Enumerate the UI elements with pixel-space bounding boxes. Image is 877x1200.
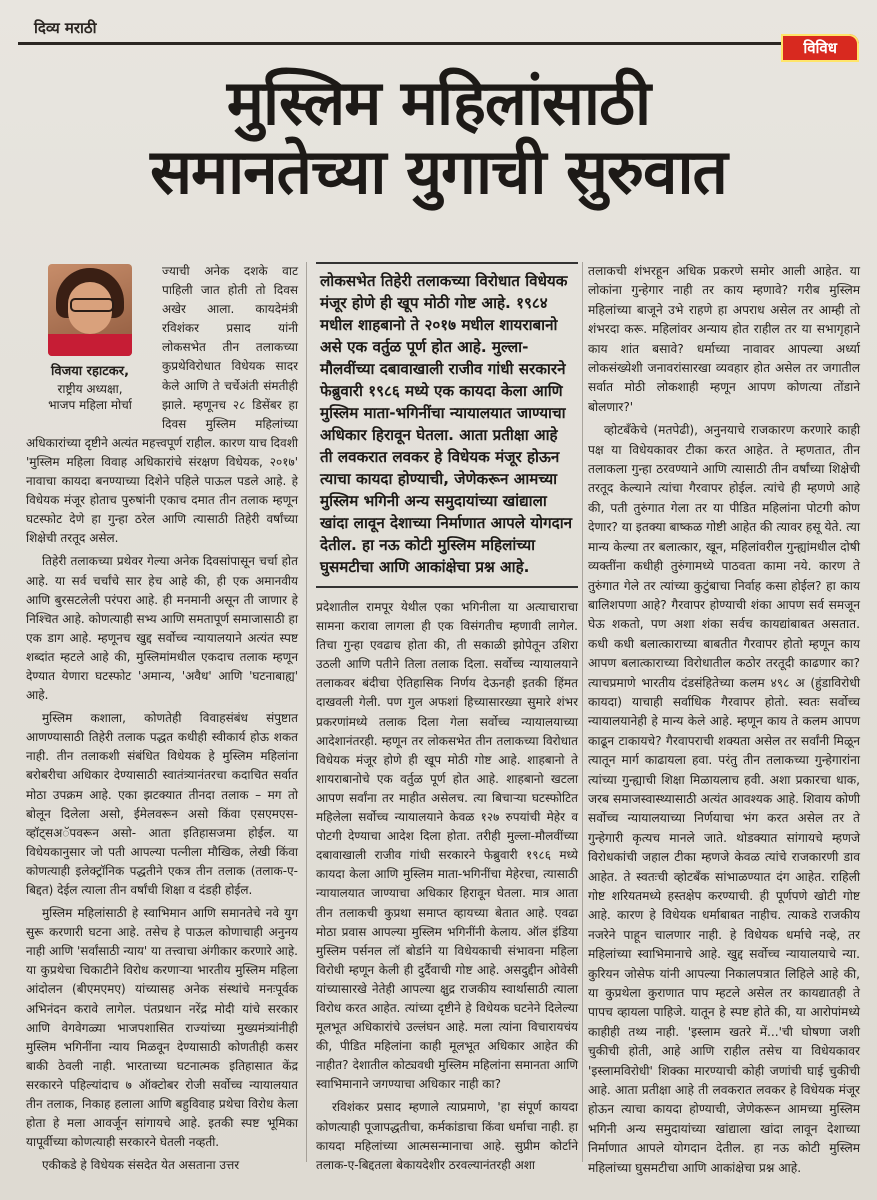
article-paragraph: रविशंकर प्रसाद म्हणाले त्याप्रमाणे, 'हा संपूर्ण कायदा कोणत्याही पूजापद्धतीचा, कर्मकांडाचा किंवा धर्माचा नाही. हा कायदा महिलांच्या आत्मसन्मानाचा आहे. सुप्रीम कोर्टाने तलाक-ए-बिद्दतला बेकायदेशीर ठरवल्यानंतरही अशा [316, 1100, 578, 1172]
article-paragraph: तिहेरी तलाकच्या प्रथेवर गेल्या अनेक दिवसांपासून चर्चा होत आहे. या सर्व चर्चांचे सार हेच आहे की, ही एक अमानवीय आणि बुरसटलेली परंपरा आहे. ही मनमानी असून ती जाणार हे निश्चित आहे. कोणत्याही सभ्य आणि समतापूर्ण समाजासाठी हा एक डाग आहे. म्हणूनच खुद्द सर्वोच्च न्यायालयाने अत्यंत स्पष्ट शब्दांत म्हटले आहे की, मुस्लिमांमधील एकदाच तलाक म्हणून देण्यात येणारा घटस्फोट 'अमान्य, 'अवैध' आणि 'घटनाबाह्य' आहे. [26, 554, 298, 703]
author-role-2: भाजप महिला मोर्चा [48, 398, 132, 413]
article-paragraph: मुस्लिम महिलांसाठी हे स्वाभिमान आणि समानतेचे नवे युग सुरू करणारी घटना आहे. तसेच हे पाऊल कोणाचाही अनुनय नाही आणि 'सर्वांसाठी न्याय' या तत्त्वाचा अंगीकार करणारे आहे. या कुप्रथेचा चिकाटीने विरोध करणाऱ्या भारतीय मुस्लिम महिला आंदोलन (बीएमएमए) यांच्यासह अनेक संस्थांचे मनःपूर्वक अभिनंदन करावे लागेल. पंतप्रधान नरेंद्र मोदी यांचे सरकार आणि वेगवेगळ्या भाजपशासित राज्यांच्या मुख्यमंत्र्यांनीही मुस्लिम भगिनींना न्याय मिळवून देण्यासाठी कोणतीही कसर बाकी ठेवली नाही. भारताच्या घटनात्मक इतिहासात केंद्र सरकारने पहिल्यांदाच ७ ऑक्टोबर रोजी सर्वोच्च न्यायालयात तीन तलाक, निकाह हलाला आणि बहुविवाह प्रथेचा विरोध केला होता हे मला आवर्जून सांगायचे आहे. इतकी स्पष्ट भूमिका यापूर्वीच्या कोणत्याही सरकारने घेतली नव्हती. [26, 906, 298, 1150]
headline-line-2: समानतेच्या युगाची सुरुवात [150, 135, 727, 209]
article-column-1 [26, 262, 298, 1179]
headline [30, 68, 847, 207]
author-byline [26, 264, 154, 413]
column-divider [582, 262, 583, 1162]
newspaper-brand: दिव्य मराठी [34, 19, 97, 37]
author-role-1: राष्ट्रीय अध्यक्षा, [57, 382, 123, 397]
article-column-3 [588, 262, 860, 1182]
headline-line-1: मुस्लिम महिलांसाठी [226, 66, 651, 139]
article-paragraph: व्होटबँकेचे (मतपेढी), अनुनयाचे राजकारण करणारे काही पक्ष या विधेयकावर टीका करत आहेत. ते म्हणतात, तीन तलाकला गुन्हा ठरवण्याने आणि त्यासाठी तीन वर्षांच्या शिक्षेची तरतूद केल्याने त्यांचा गैरवापर होईल. त्यांचे ही म्हणणे आहे की, पती तुरुंगात गेला तर या पीडित महिलांना पोटगी कोण देणार? या इतक्या बाष्कळ गोष्टी आहेत की त्यावर हसू येते. त्या मान्य केल्या तर बलात्कार, खून, महिलांवरील गुन्ह्यांमधील दोषी व्यक्तींना कधीही तुरुंगामध्ये पाठवता कामा नये. कारण ते तुरुंगात गेले तर त्यांच्या कुटुंबाचा निर्वाह कसा होईल? हा काय बालिशपणा आहे? गैरवापर होण्याची शंका आपण सर्व समजून घेऊ शकतो, पण अशा शंका सर्वच कायद्यांबाबत असतात. कधी कधी बलात्काराच्या बाबतीत गैरवापर होतो म्हणून काय आपण बलात्काराच्या विरोधातील कठोर तरतूदी काढणार का? त्याचप्रमाणे भारतीय दंडसंहितेच्या कलम ४९८ अ (हुंडाविरोधी कायदा) याचाही सर्वाधिक गैरवापर होतो. स्वतः सर्वोच्च न्यायालयानेही हे मान्य केले आहे. म्हणून काय ते कलम आपण काढून टाकायचे? गैरवापराची शक्यता असेल तर सर्वांनी मिळून त्यातून मार्ग काढायला हवा. परंतु तीन तलाकच्या गुन्हेगारांना त्यांच्या गुन्ह्याची शिक्षा मिळायलाच हवी. अशा प्रकारचा धाक, जरब समाजस्वास्थ्यासाठी अत्यंत आवश्यक आहे. शिवाय कोणी सर्वोच्च न्यायालयाच्या निर्णयाचा भंग करत असेल तर ते गुन्हेगारी कृत्यच मानले जाते. थोडक्यात सांगायचे म्हणजे विरोधकांची जहाल टीका म्हणजे केवळ त्यांचे राजकारणी डाव आहेत. ते स्वतःची व्होटबँक सांभाळण्यात दंग आहेत. राहिली गोष्ट शरियतमध्ये हस्तक्षेप करण्याची. ही पूर्णपणे खोटी गोष्ट आहे. कारण हे विधेयक धर्माबाबत नाहीच. त्याकडे राजकीय नजरेने पाहून चालणार नाही. हे विधेयक धर्माचे नव्हे, तर महिलांच्या स्वाभिमानाचे आहे. खुद्द सर्वोच्च न्यायालयाचे न्या. कुरियन जोसेफ यांनी आपल्या निकालपत्रात लिहिले आहे की, या कुप्रथेला कुराणात पाप म्हटले असेल तर कायद्यातही ते पापच व्हायला पाहिजे. यातून हे स्पष्ट होते की, या आरोपांमध्ये काहीही तथ्य नाही. 'इस्लाम खतरे में...'ची घोषणा जशी चुकीची होती, आहे आणि राहील तसेच या विधेयकावर 'इस्लामविरोधी' शिक्का मारण्याची कोही जणांची घाई चुकीची आहे. आता प्रतीक्षा आहे ती लवकरात लवकर हे विधेयक मंजूर होऊन त्याचा कायदा होण्याची, जेणेकरून आमच्या मुस्लिम भगिनी अन्य समुदायांच्या खांद्याला खांदा लावून देशाच्या निर्माणात आपले योगदान देतील. हा नऊ कोटी मुस्लिम महिलांच्या घुसमटीचा आणि आकांक्षेचा प्रश्न आहे. [588, 423, 860, 1175]
column-divider [306, 262, 307, 1162]
article-paragraph: प्रदेशातील रामपूर येथील एका भगिनीला या अत्याचाराचा सामना करावा लागला ही एक विसंगतीच म्हणावी लागेल. तिचा गुन्हा एवढाच होता की, ती सकाळी झोपेतून उशिरा उठली आणि पतीने तिला तलाक दिला. सर्वोच्च न्यायालयाने तलाकवर बंदीचा ऐतिहासिक निर्णय देऊनही इतकी हिंमत दाखवली गेली. पण गुल अफशां हिच्यासारख्या सुमारे शंभर प्रकरणांमध्ये तलाक दिला गेला सर्वोच्च न्यायालयाच्या आदेशानंतरही. म्हणून तर लोकसभेत तीन तलाकच्या विरोधात विधेयक मंजूर होणे ही खूप मोठी गोष्ट आहे. शाहबानो ते शायराबानोचे एक वर्तुळ पूर्ण होत आहे. शाहबानो खटला आपण सर्वांना तर माहीत असेलच. त्या बिचाऱ्या घटस्फोटित महिलेला सर्वोच्च न्यायालयाने केवळ १२७ रुपयांची मेहेर व पोटगी देण्याचा आदेश दिला होता. तरीही मुल्ला-मौलवींच्या दबावाखाली राजीव गांधी सरकारने फेब्रुवारी १९८६ मध्ये कायदा केला आणि मुस्लिम माता-भगिनींचा मेहेरचा, त्यासाठी न्यायालयात जाण्याचा अधिकार हिरावून घेतला. मात्र आता तीन तलाकची कुप्रथा समाप्त व्हायच्या बेतात आहे. एवढा मोठा प्रवास आपल्या मुस्लिम भगिनींनी केलाय. ऑल इंडिया मुस्लिम पर्सनल लॉ बोर्डाने या विधेयकाची संभावना महिला विरोधी म्हणून केली ही दुर्दैवाची गोष्ट आहे. असदुद्दीन ओवेसी यांच्यासारखे नेतेही आपल्या क्षुद्र राजकीय स्वार्थासाठी त्याला विरोध करत आहेत. त्यांच्या दृष्टीने हे विधेयक घटनेने दिलेल्या मूलभूत अधिकारांचे उल्लंघन आहे. मला त्यांना विचारायचंय की, पीडित महिलांना काही मूलभूत अधिकार आहेत की नाहीत? देशातील कोट्यवधी मुस्लिम महिलांना समानता आणि स्वाभिमानाने जगण्याचा अधिकार नाही का? [316, 600, 578, 1092]
article-paragraph: मुस्लिम कशाला, कोणतेही विवाहसंबंध संपुष्टात आणण्यासाठी तिहेरी तलाक पद्धत कधीही स्वीकार्य होऊ शकत नाही. तीन तलाकशी संबंधित विधेयक हे मुस्लिम महिलांना बरोबरीचा अधिकार देण्यासाठी स्वातंत्र्यानंतरचा कदाचित सर्वात मोठा उपक्रम आहे. एका झटक्यात तीनदा तलाक – मग तो बोलून दिलेला असो, ईमेलवरून असो किंवा एसएमएस-व्हॉट्सअॅपवरून असो- आता इतिहासजमा होईल. या विधेयकानुसार जो पती आपल्या पत्नीला मौखिक, लेखी किंवा कोणत्याही इलेक्ट्रॉनिक पद्धतीने एकत्र तीन तलाक (तलाक-ए-बिद्दत) देईल त्याला तीन वर्षांची शिक्षा व दंडही होईल. [26, 711, 298, 897]
article-paragraph: एकीकडे हे विधेयक संसदेत येत असताना उत्तर [42, 1158, 240, 1173]
author-photo [48, 264, 132, 356]
masthead [18, 16, 859, 45]
author-name: विजया रहाटकर, [50, 364, 130, 379]
article-column-2 [316, 262, 578, 1179]
article-paragraph: तलाकची शंभरहून अधिक प्रकरणे समोर आली आहेत. या लोकांना गुन्हेगार नाही तर काय म्हणावे? गरीब मुस्लिम महिलांच्या बाजूने उभे राहणे हा अपराध असेल तर आम्ही तो शंभरदा करू. महिलांवर अन्याय होत राहील तर या सभागृहाने काय शांत बसावे? धर्माच्या नावावर आपल्या अर्ध्या लोकसंख्येशी जनावरांसारखा व्यवहार होत असेल तर जगातील सर्वात मोठी लोकशाही म्हणून आपण कोणत्या तोंडाने बोलणार?' [588, 264, 860, 414]
section-tag: विविध [781, 34, 859, 62]
article-paragraph: ज्याची अनेक दशके वाट पाहिली जात होती तो दिवस अखेर आला. कायदेमंत्री रविशंकर प्रसाद यांनी लोकसभेत तीन तलाकच्या कुप्रथेविरोधात विधेयक सादर केले आणि ते चर्चेअंती संमतीही झाले. म्हणूनच २८ डिसेंबर हा दिवस मुस्लिम महिलांच्या अधिकारांच्या दृष्टीने अत्यंत महत्त्वपूर्ण राहील. कारण याच दिवशी 'मुस्लिम महिला विवाह अधिकारांचे संरक्षण विधेयक, २०१७' नावाचा कायदा बनण्याच्या दिशेने पहिले पाऊल पडले आहे. हे विधेयक मंजूर होताच पुरुषांनी एकाच दमात तीन तलाक म्हणून घटस्फोट देणे हा गुन्हा ठरेल आणि त्यासाठी तिहेरी वर्षांच्या शिक्षेची तरतूद असेल. [26, 264, 298, 546]
pull-quote: लोकसभेत तिहेरी तलाकच्या विरोधात विधेयक मंजूर होणे ही खूप मोठी गोष्ट आहे. १९८४ मधील शाहबानो ते २०१७ मधील शायराबानो असे एक वर्तुळ पूर्ण होत आहे. मुल्ला-मौलवींच्या दबावाखाली राजीव गांधी सरकारने फेब्रुवारी १९८६ मध्ये एक कायदा केला आणि मुस्लिम माता-भगिनींचा न्यायालयात जाण्याचा अधिकार हिरावून घेतला. आता प्रतीक्षा आहे ती लवकरात लवकर हे विधेयक मंजूर होऊन त्याचा कायदा होण्याची, जेणेकरून आमच्या मुस्लिम भगिनी अन्य समुदायांच्या खांद्याला खांदा लावून देशाच्या निर्माणात आपले योगदान देतील. हा नऊ कोटी मुस्लिम महिलांच्या घुसमटीचा आणि आकांक्षेचा प्रश्न आहे. [316, 262, 578, 588]
